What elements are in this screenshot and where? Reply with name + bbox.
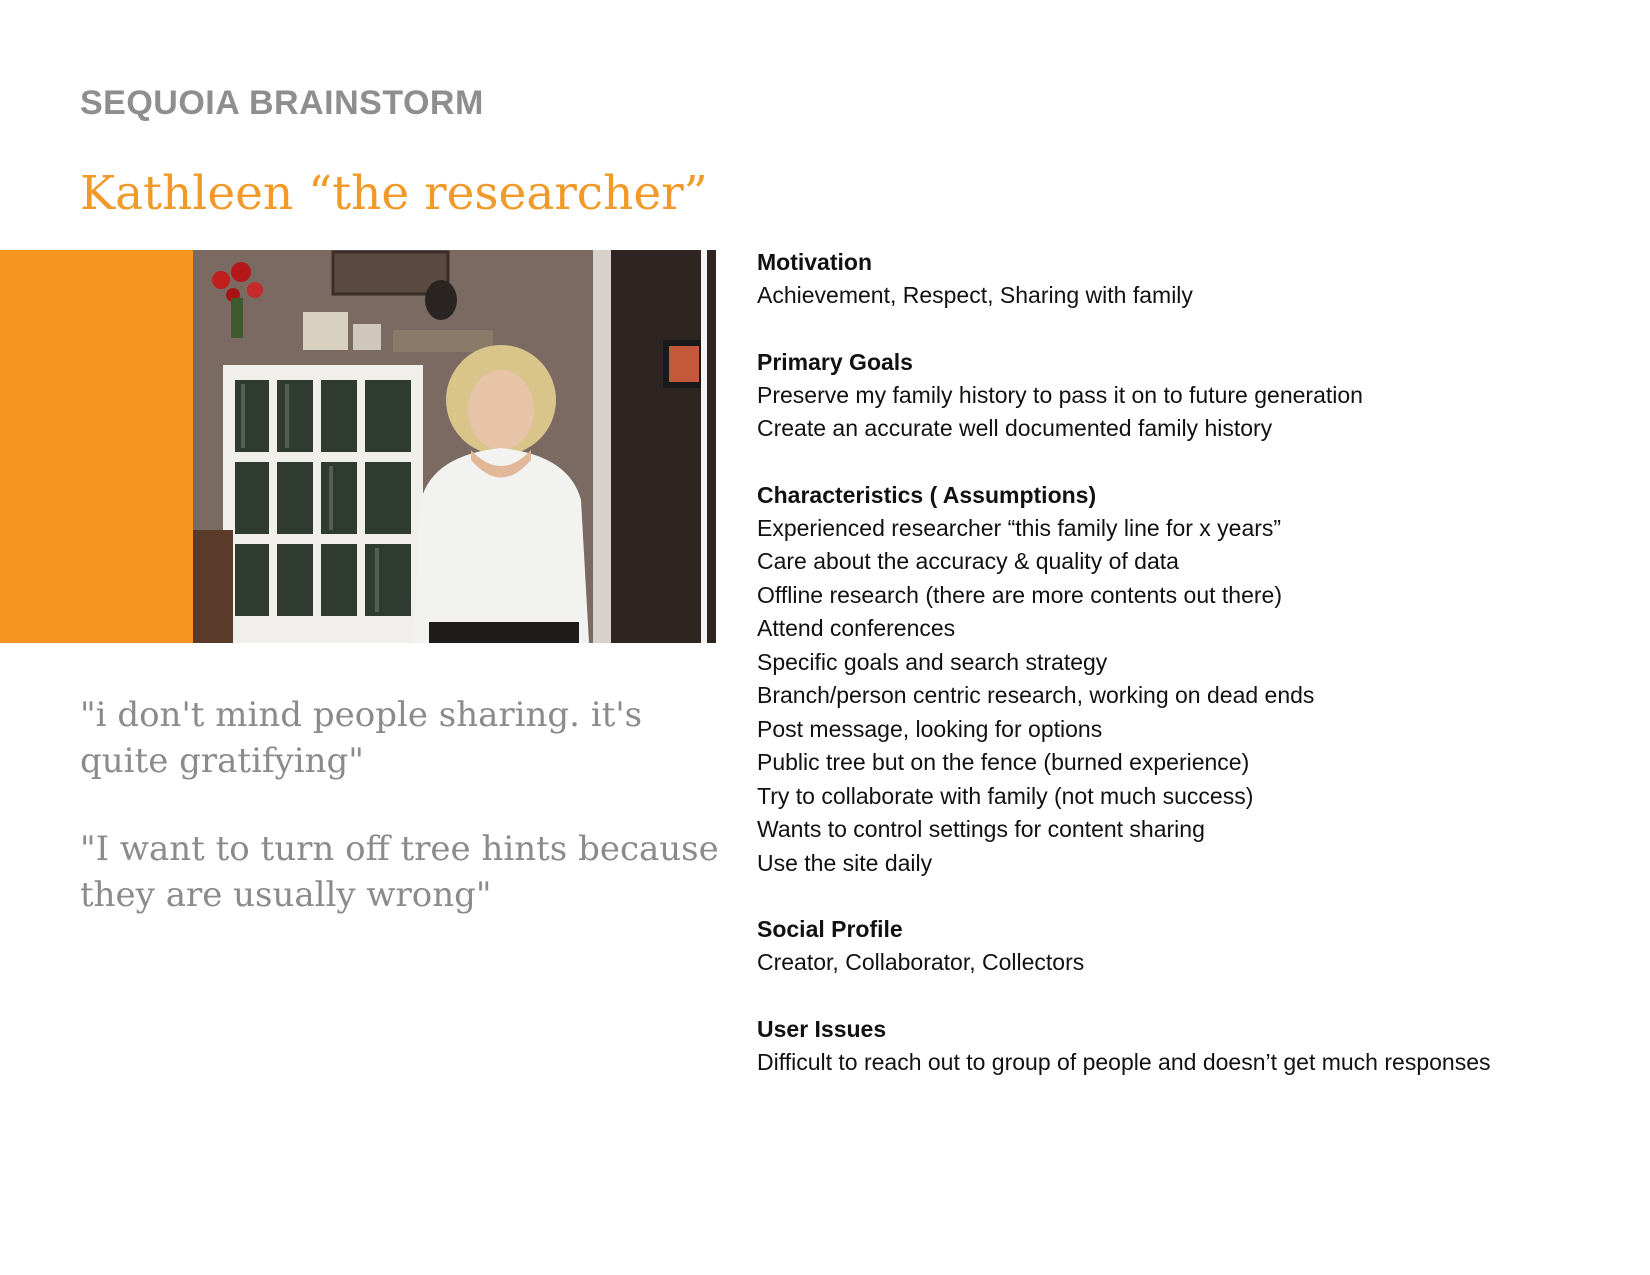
persona-title: Kathleen “the researcher” xyxy=(80,166,708,221)
section-motivation xyxy=(757,246,1637,313)
section-list xyxy=(757,1046,1637,1080)
list-item: Difficult to reach out to group of people and doesn’t get much responses xyxy=(757,1048,1491,1075)
orange-accent-band xyxy=(0,250,193,643)
list-item: Creator, Collaborator, Collectors xyxy=(757,949,1085,975)
persona-details xyxy=(757,246,1637,1112)
list-item: Attend conferences xyxy=(757,615,956,641)
section-list xyxy=(757,512,1637,881)
persona-photo xyxy=(193,250,716,643)
list-item: Experienced researcher “this family line for x years” xyxy=(757,514,1282,541)
list-item: Offline research (there are more contents out there) xyxy=(757,581,1283,608)
quote-2: "I want to turn off tree hints because they are usually wrong" xyxy=(80,829,719,915)
section-user-issues xyxy=(757,1013,1637,1080)
section-heading: Characteristics ( Assumptions) xyxy=(757,481,1097,508)
list-item: Public tree but on the fence (burned experience) xyxy=(757,749,1250,775)
section-primary-goals xyxy=(757,346,1637,446)
list-item: Post message, looking for options xyxy=(757,715,1103,742)
document-header-label: SEQUOIA BRAINSTORM xyxy=(80,84,484,122)
section-list xyxy=(757,946,1637,980)
list-item: Use the site daily xyxy=(757,849,933,876)
quotes-block xyxy=(80,692,720,960)
section-heading: Primary Goals xyxy=(757,348,913,375)
list-item: Preserve my family history to pass it on to future generation xyxy=(757,381,1363,408)
section-social-profile xyxy=(757,913,1637,980)
section-characteristics xyxy=(757,479,1637,881)
list-item: Wants to control settings for content sharing xyxy=(757,816,1205,842)
list-item: Achievement, Respect, Sharing with family xyxy=(757,282,1193,308)
list-item: Branch/person centric research, working on dead ends xyxy=(757,682,1315,708)
section-heading: Motivation xyxy=(757,249,872,275)
section-heading: User Issues xyxy=(757,1015,887,1042)
section-heading: Social Profile xyxy=(757,916,903,942)
section-list xyxy=(757,279,1637,313)
list-item: Specific goals and search strategy xyxy=(757,648,1108,675)
list-item: Create an accurate well documented family history xyxy=(757,415,1273,441)
section-list xyxy=(757,379,1637,446)
list-item: Care about the accuracy & quality of data xyxy=(757,548,1179,574)
quote-1: "i don't mind people sharing. it's quite gratifying" xyxy=(80,695,643,781)
list-item: Try to collaborate with family (not much success) xyxy=(757,782,1254,809)
